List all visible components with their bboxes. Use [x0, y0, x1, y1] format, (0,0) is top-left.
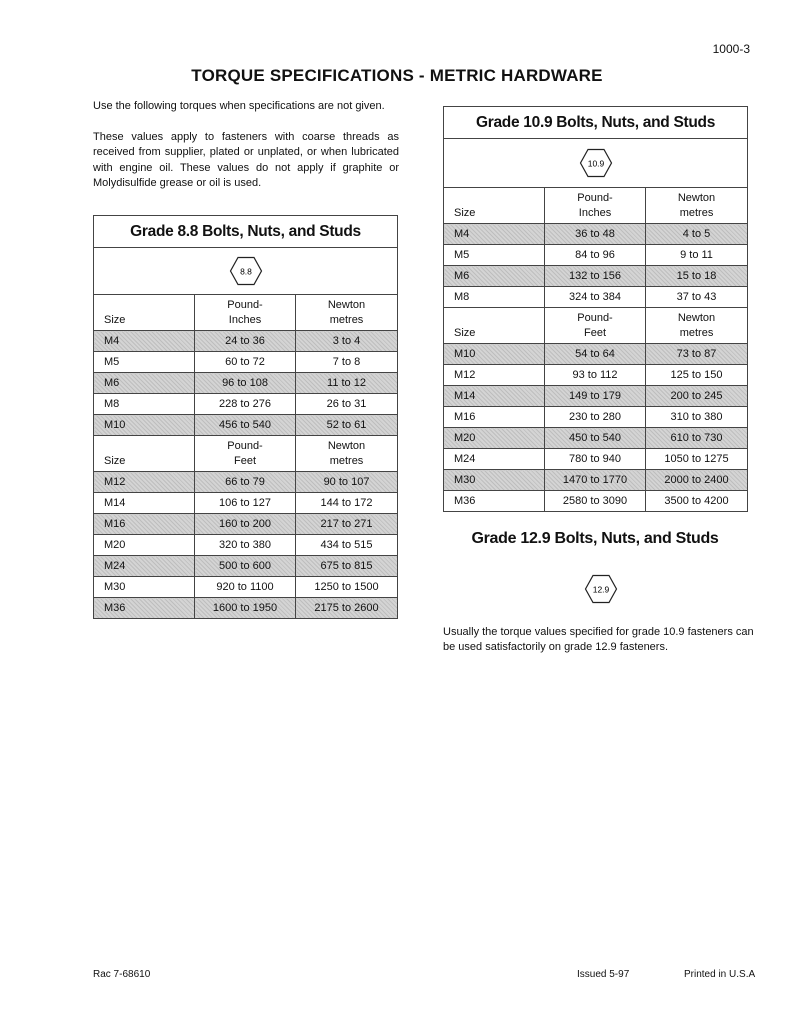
cell-size: M20 — [444, 428, 545, 449]
grade-12-9-title: Grade 12.9 Bolts, Nuts, and Studs — [471, 530, 719, 547]
cell-pound: 920 to 1100 — [195, 577, 296, 598]
cell-newton: 200 to 245 — [646, 386, 748, 407]
grade-badge-label: 12.9 — [592, 584, 610, 595]
table-row — [94, 535, 398, 556]
cell-pound: 2580 to 3090 — [545, 491, 646, 512]
footer-doc-number: Rac 7-68610 — [93, 969, 151, 980]
cell-size: M24 — [444, 449, 545, 470]
cell-size: M16 — [94, 514, 195, 535]
cell-pound: 450 to 540 — [545, 428, 646, 449]
cell-pound: 106 to 127 — [195, 493, 296, 514]
cell-newton: 144 to 172 — [296, 493, 398, 514]
grade-10-9-table — [443, 106, 748, 512]
table-row — [94, 331, 398, 352]
cell-size: M10 — [444, 344, 545, 365]
cell-newton: 610 to 730 — [646, 428, 748, 449]
header-col1: Pound- Feet — [195, 436, 296, 472]
cell-pound: 1470 to 1770 — [545, 470, 646, 491]
cell-newton: 2000 to 2400 — [646, 470, 748, 491]
header-size: Size — [444, 188, 545, 224]
hex-bolt-icon — [584, 574, 618, 604]
grade-badge-cell — [444, 139, 748, 188]
grade-12-9-note: Usually the torque values specified for grade 10.9 fasteners can be used satisfactorily on grade 12.9 fasteners. — [443, 626, 754, 653]
intro-paragraph-2: These values apply to fasteners with coarse threads as received from supplier, plated or unplated, or when lubricated with engine oil. These values do not apply if graphite or Molydisulfide grease or oil is used. — [93, 130, 399, 189]
cell-newton: 4 to 5 — [646, 224, 748, 245]
cell-newton: 675 to 815 — [296, 556, 398, 577]
cell-pound: 66 to 79 — [195, 472, 296, 493]
table-row — [94, 472, 398, 493]
table-row — [94, 352, 398, 373]
cell-size: M20 — [94, 535, 195, 556]
cell-newton: 9 to 11 — [646, 245, 748, 266]
cell-size: M30 — [444, 470, 545, 491]
cell-pound: 780 to 940 — [545, 449, 646, 470]
footer-issue-date: Issued 5-97 — [577, 969, 630, 980]
cell-pound: 1600 to 1950 — [195, 598, 296, 619]
table-row — [94, 373, 398, 394]
cell-pound: 149 to 179 — [545, 386, 646, 407]
grade-badge-label: 10.9 — [587, 158, 604, 169]
cell-size: M10 — [94, 415, 195, 436]
cell-pound: 84 to 96 — [545, 245, 646, 266]
cell-newton: 310 to 380 — [646, 407, 748, 428]
table-row — [444, 428, 748, 449]
table-row — [444, 344, 748, 365]
cell-newton: 3 to 4 — [296, 331, 398, 352]
cell-newton: 90 to 107 — [296, 472, 398, 493]
grade-badge-cell — [94, 248, 398, 295]
cell-pound: 456 to 540 — [195, 415, 296, 436]
cell-pound: 228 to 276 — [195, 394, 296, 415]
cell-pound: 500 to 600 — [195, 556, 296, 577]
cell-pound: 160 to 200 — [195, 514, 296, 535]
cell-size: M12 — [94, 472, 195, 493]
cell-newton: 26 to 31 — [296, 394, 398, 415]
cell-size: M12 — [444, 365, 545, 386]
header-size: Size — [94, 295, 195, 331]
table-row — [94, 493, 398, 514]
cell-size: M36 — [94, 598, 195, 619]
header-col2: Newton metres — [296, 295, 398, 331]
cell-newton: 7 to 8 — [296, 352, 398, 373]
hex-bolt-icon — [579, 148, 613, 178]
cell-newton: 73 to 87 — [646, 344, 748, 365]
table-row — [444, 287, 748, 308]
cell-size: M14 — [444, 386, 545, 407]
cell-pound: 324 to 384 — [545, 287, 646, 308]
cell-pound: 24 to 36 — [195, 331, 296, 352]
cell-pound: 54 to 64 — [545, 344, 646, 365]
cell-pound: 36 to 48 — [545, 224, 646, 245]
cell-newton: 125 to 150 — [646, 365, 748, 386]
intro-paragraph-1: Use the following torques when specifications are not given. — [93, 100, 385, 112]
cell-newton: 15 to 18 — [646, 266, 748, 287]
cell-newton: 52 to 61 — [296, 415, 398, 436]
cell-newton: 37 to 43 — [646, 287, 748, 308]
cell-newton: 434 to 515 — [296, 535, 398, 556]
cell-size: M16 — [444, 407, 545, 428]
cell-size: M30 — [94, 577, 195, 598]
cell-newton: 1050 to 1275 — [646, 449, 748, 470]
header-col1: Pound- Inches — [545, 188, 646, 224]
page-number: 1000-3 — [712, 42, 750, 56]
cell-newton: 2175 to 2600 — [296, 598, 398, 619]
header-col2: Newton metres — [296, 436, 398, 472]
table-row — [444, 449, 748, 470]
header-size: Size — [444, 308, 545, 344]
cell-size: M4 — [94, 331, 195, 352]
intro-text — [93, 99, 399, 207]
table-row — [444, 386, 748, 407]
table-header-row — [94, 295, 398, 331]
table-row — [444, 224, 748, 245]
cell-size: M5 — [94, 352, 195, 373]
cell-size: M6 — [444, 266, 545, 287]
footer-printed-in: Printed in U.S.A — [684, 969, 756, 980]
table-row — [444, 491, 748, 512]
table-row — [94, 394, 398, 415]
cell-size: M14 — [94, 493, 195, 514]
cell-pound: 230 to 280 — [545, 407, 646, 428]
grade-badge-label: 8.8 — [239, 266, 252, 277]
table-row — [94, 514, 398, 535]
table-row — [444, 365, 748, 386]
header-col1: Pound- Feet — [545, 308, 646, 344]
cell-pound: 320 to 380 — [195, 535, 296, 556]
table-header-row — [444, 308, 748, 344]
cell-pound: 93 to 112 — [545, 365, 646, 386]
table-row — [94, 415, 398, 436]
table-header-row — [444, 188, 748, 224]
cell-newton: 3500 to 4200 — [646, 491, 748, 512]
cell-newton: 217 to 271 — [296, 514, 398, 535]
cell-newton: 1250 to 1500 — [296, 577, 398, 598]
cell-newton: 11 to 12 — [296, 373, 398, 394]
cell-size: M5 — [444, 245, 545, 266]
cell-size: M6 — [94, 373, 195, 394]
table-row — [444, 407, 748, 428]
page-title: TORQUE SPECIFICATIONS - METRIC HARDWARE — [191, 66, 603, 85]
table-row — [444, 470, 748, 491]
table-row — [94, 598, 398, 619]
header-col2: Newton metres — [646, 308, 748, 344]
table-row — [94, 577, 398, 598]
header-col1: Pound- Inches — [195, 295, 296, 331]
cell-size: M36 — [444, 491, 545, 512]
grade-8-8-table — [93, 215, 398, 619]
cell-size: M4 — [444, 224, 545, 245]
table-title: Grade 8.8 Bolts, Nuts, and Studs — [94, 216, 398, 248]
table-row — [444, 245, 748, 266]
header-col2: Newton metres — [646, 188, 748, 224]
cell-size: M8 — [444, 287, 545, 308]
hex-bolt-icon — [229, 256, 263, 286]
table-header-row — [94, 436, 398, 472]
table-row — [444, 266, 748, 287]
cell-pound: 132 to 156 — [545, 266, 646, 287]
cell-pound: 96 to 108 — [195, 373, 296, 394]
table-title: Grade 10.9 Bolts, Nuts, and Studs — [444, 107, 748, 139]
table-row — [94, 556, 398, 577]
header-size: Size — [94, 436, 195, 472]
cell-size: M24 — [94, 556, 195, 577]
cell-size: M8 — [94, 394, 195, 415]
cell-pound: 60 to 72 — [195, 352, 296, 373]
